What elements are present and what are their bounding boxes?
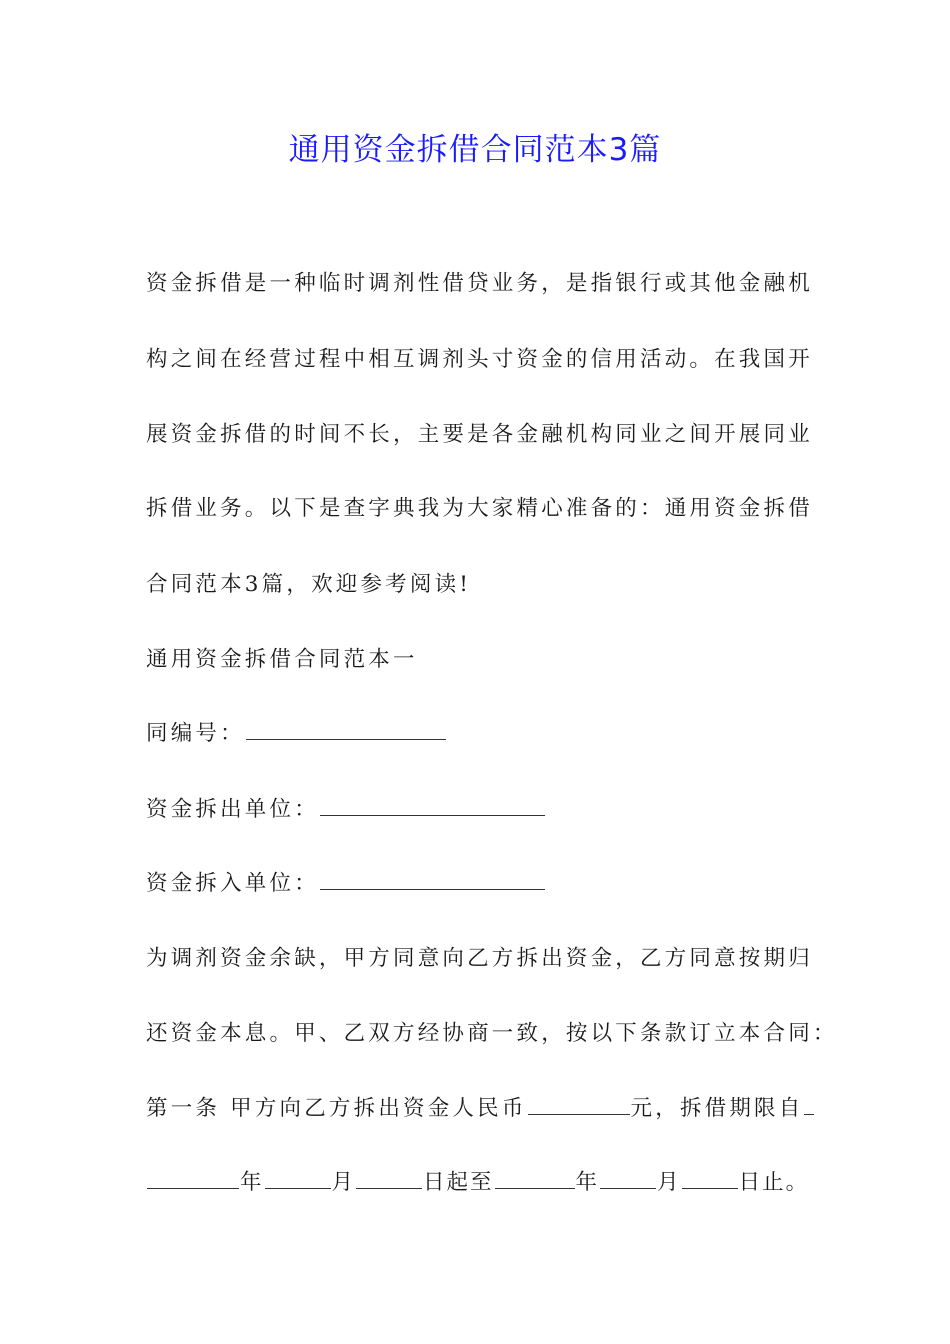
start-month-blank (265, 1187, 331, 1189)
lender-blank (320, 814, 545, 816)
start-year-unit: 年 (240, 1170, 264, 1195)
intro-line-5: 合同范本3篇，欢迎参考阅读! (146, 572, 472, 597)
start-blank-tail (804, 1113, 814, 1115)
end-day-blank (682, 1187, 738, 1189)
lender-row (146, 795, 546, 825)
end-month-unit: 月 (657, 1170, 681, 1195)
intro-line-2: 构之间在经营过程中相互调剂头寸资金的信用活动。在我国开 (146, 347, 813, 372)
article1-mid: 元，拆借期限自 (630, 1096, 804, 1121)
preamble-line-2: 还资金本息。甲、乙双方经协商一致，按以下条款订立本合同： (146, 1021, 838, 1046)
article1-line-2 (146, 1168, 809, 1198)
lender-label: 资金拆出单位： (146, 797, 319, 822)
start-year-blank (147, 1187, 239, 1189)
borrower-label: 资金拆入单位： (146, 871, 319, 896)
end-day-unit: 日止。 (738, 1170, 810, 1195)
article1-prefix: 第一条 甲方向乙方拆出资金人民币 (146, 1096, 527, 1121)
contract-number-blank (246, 738, 446, 740)
start-month-unit: 月 (331, 1170, 356, 1195)
document-title: 通用资金拆借合同范本3篇 (288, 132, 662, 168)
start-day-unit: 日起至 (423, 1170, 494, 1195)
intro-line-1: 资金拆借是一种临时调剂性借贷业务，是指银行或其他金融机 (146, 271, 813, 296)
end-year-unit: 年 (575, 1170, 600, 1195)
borrower-row (146, 869, 546, 899)
preamble-line-1: 为调剂资金余缺，甲方同意向乙方拆出资金，乙方同意按期归 (146, 946, 813, 971)
contract-number-row (146, 719, 447, 749)
end-year-blank (495, 1187, 575, 1189)
amount-blank (528, 1113, 630, 1115)
start-day-blank (356, 1187, 422, 1189)
borrower-blank (320, 888, 545, 890)
section-heading: 通用资金拆借合同范本一 (146, 647, 418, 672)
intro-line-4: 拆借业务。以下是查字典我为大家精心准备的：通用资金拆借 (146, 496, 813, 521)
article1-line-1 (146, 1094, 815, 1124)
intro-line-3: 展资金拆借的时间不长，主要是各金融机构同业之间开展同业 (146, 422, 813, 447)
end-month-blank (600, 1187, 656, 1189)
contract-number-label: 同编号： (146, 721, 245, 746)
